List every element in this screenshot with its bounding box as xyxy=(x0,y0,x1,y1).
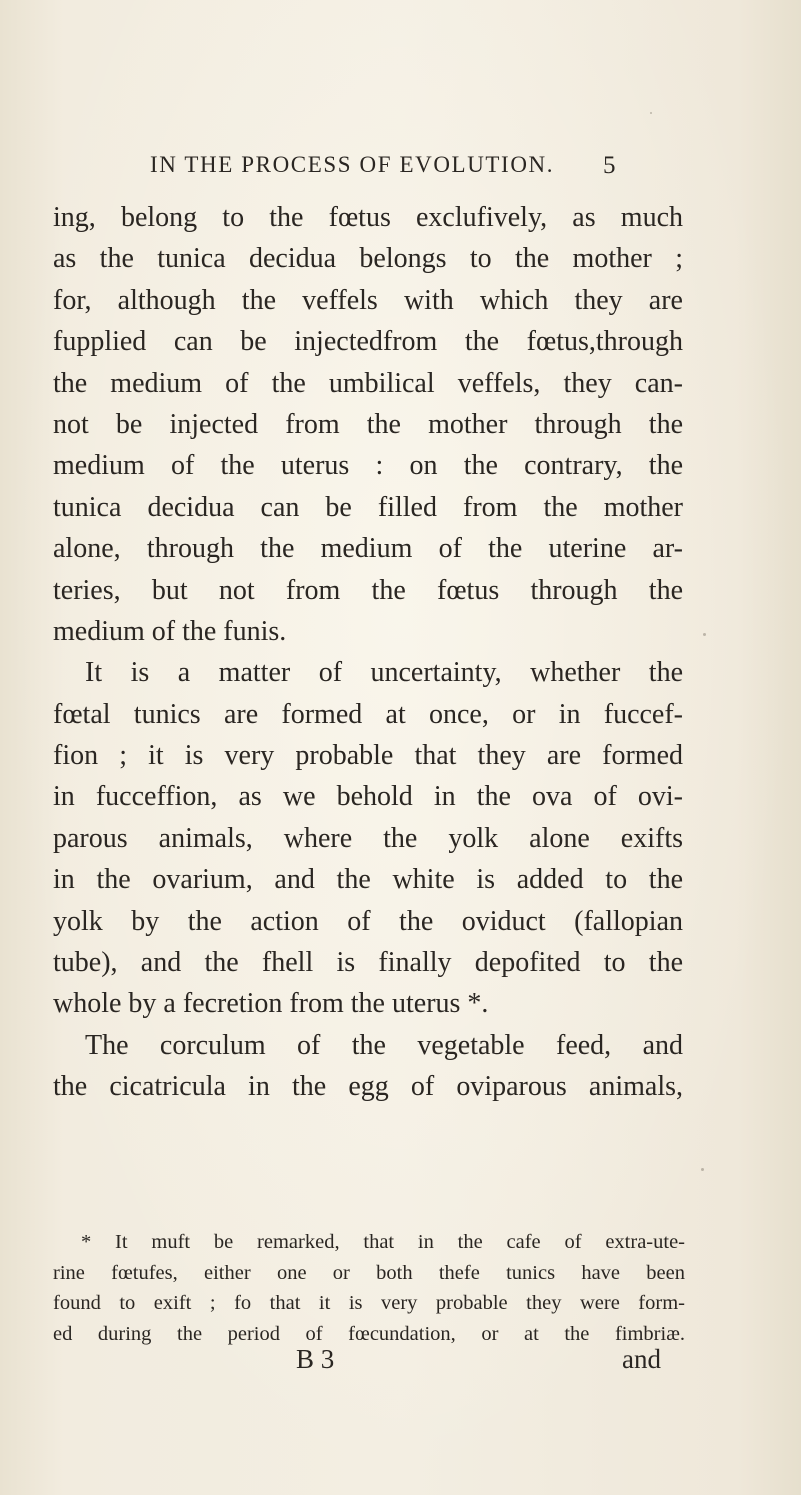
body-line: fœtal tunics are formed at once, or in fuccef- xyxy=(53,698,683,730)
body-line: The corculum of the vegetable feed, and xyxy=(85,1029,683,1061)
body-line: the medium of the umbilical veffels, they can- xyxy=(53,367,683,399)
signature-mark: B 3 xyxy=(296,1344,335,1374)
body-line: for, although the veffels with which they are xyxy=(53,284,683,316)
body-line: teries, but not from the fœtus through the xyxy=(53,574,683,606)
paper-speck xyxy=(701,1168,704,1171)
paper-speck xyxy=(703,633,706,636)
footnote xyxy=(53,1227,685,1349)
body-line: not be injected from the mother through the xyxy=(53,408,683,440)
body-line: in fucceffion, as we behold in the ova of ovi- xyxy=(53,781,683,813)
paper-speck xyxy=(650,112,652,114)
page-number: 5 xyxy=(603,152,616,179)
running-head: IN THE PROCESS OF EVOLUTION. xyxy=(150,152,555,177)
body-line: medium of the funis. xyxy=(53,615,287,647)
body-line: alone, through the medium of the uterine ar- xyxy=(53,533,683,565)
body-line: tube), and the fhell is finally depofited to the xyxy=(53,947,683,979)
footnote-line: ed during the period of fœcundation, or at the fimbriæ. xyxy=(53,1322,685,1345)
body-line: as the tunica decidua belongs to the mother ; xyxy=(53,243,683,275)
body-line: fion ; it is very probable that they are formed xyxy=(53,740,683,772)
body-line: in the ovarium, and the white is added to the xyxy=(53,864,683,896)
body-line: medium of the uterus : on the contrary, the xyxy=(53,450,683,482)
body-line: ing, belong to the fœtus exclufively, as much xyxy=(53,202,683,233)
body-line: parous animals, where the yolk alone exifts xyxy=(53,822,683,854)
footnote-line: found to exift ; fo that it is very probable they were form- xyxy=(53,1292,685,1314)
body-line: tunica decidua can be filled from the mother xyxy=(53,491,683,523)
body-line: whole by a fecretion from the uterus *. xyxy=(53,988,489,1020)
body-line: fupplied can be injectedfrom the fœtus,through xyxy=(53,326,683,358)
footnote-line: rine fœtufes, either one or both thefe tunics have been xyxy=(53,1261,685,1284)
body-text xyxy=(53,197,683,1108)
catchword: and xyxy=(622,1344,661,1374)
body-line: yolk by the action of the oviduct (fallopian xyxy=(53,905,683,937)
body-line: the cicatricula in the egg of oviparous animals, xyxy=(53,1071,683,1103)
footnote-line: * It muft be remarked, that in the cafe of extra-ute- xyxy=(81,1231,685,1253)
body-line: It is a matter of uncertainty, whether the xyxy=(85,657,683,689)
page-header xyxy=(0,152,801,192)
